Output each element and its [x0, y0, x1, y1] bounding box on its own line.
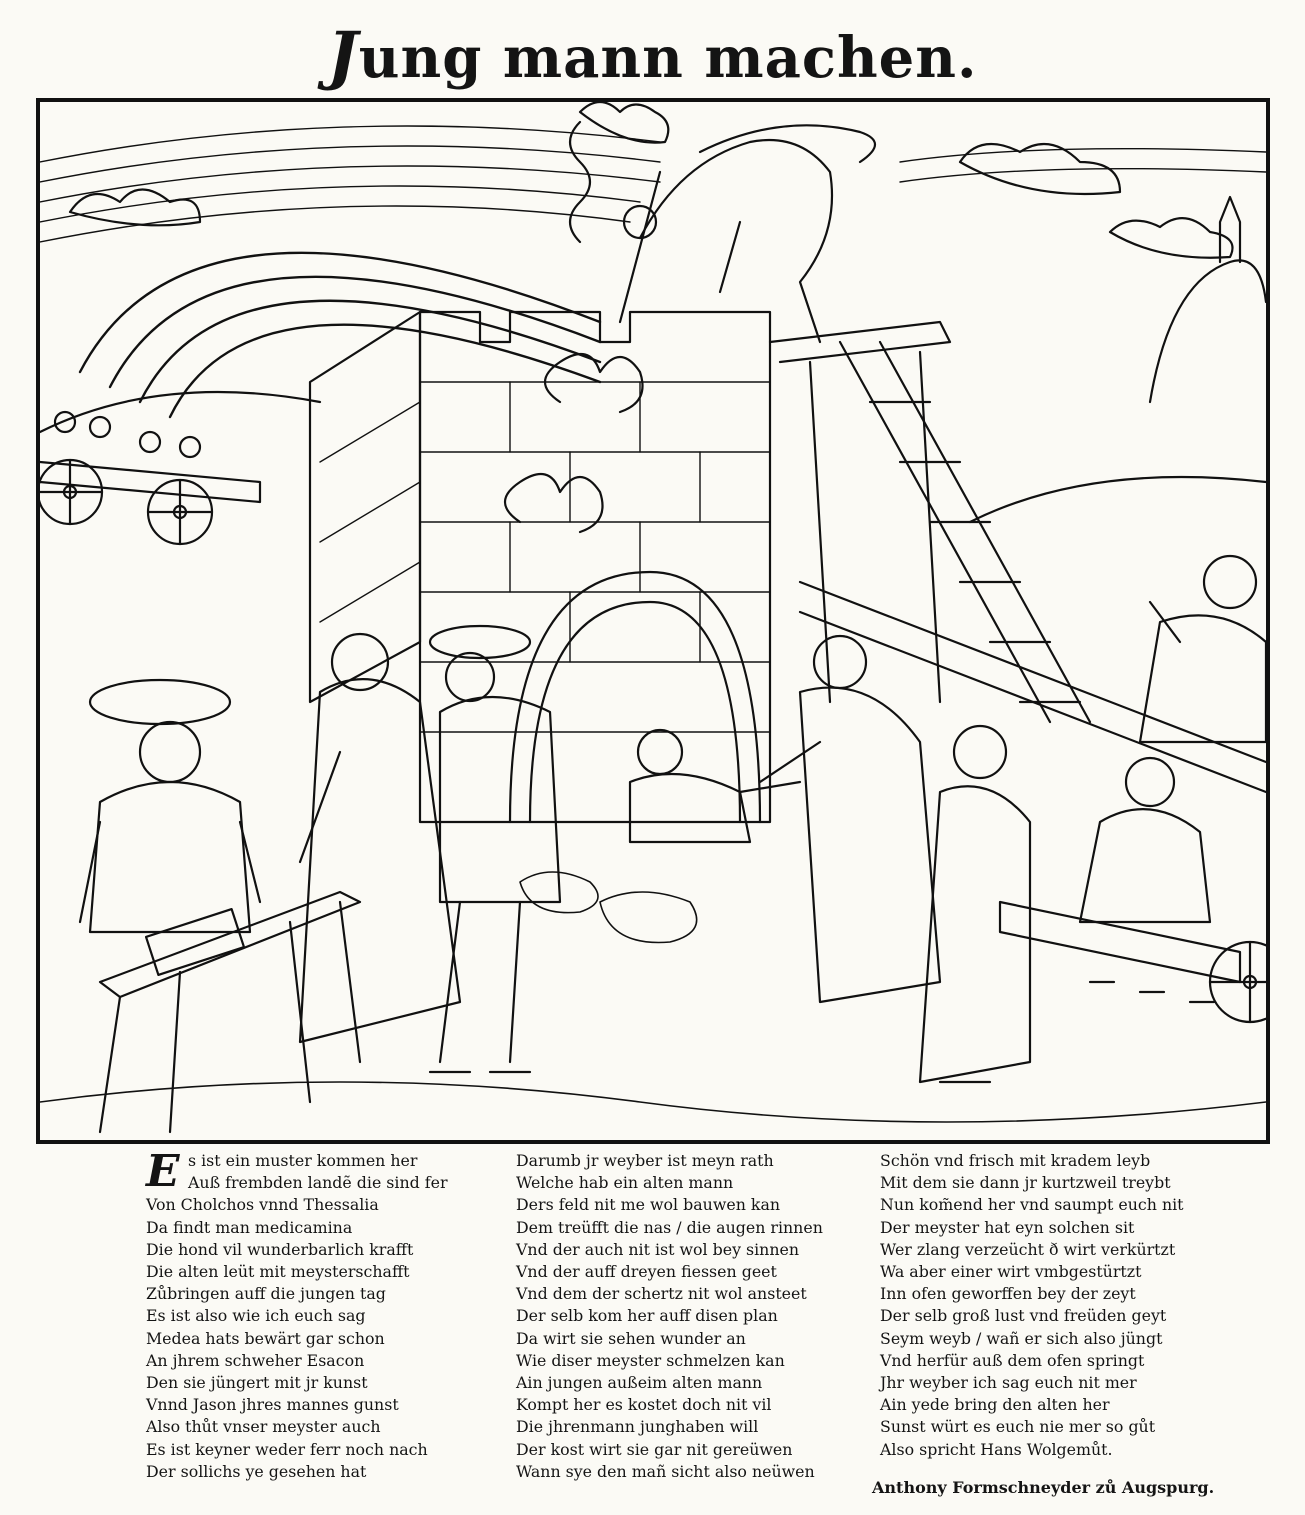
verse-line: Die hond vil wunderbarlich krafft: [146, 1239, 414, 1259]
scaffold: [770, 322, 1266, 792]
title-initial: J: [327, 18, 359, 93]
verse-line: Also spricht Hans Wolgemůt.: [880, 1439, 1113, 1459]
hills: [40, 197, 1266, 522]
verse-column-2: [516, 1150, 823, 1483]
verse-line: Sunst würt es euch nie mer so gůt: [880, 1417, 1156, 1437]
seated-man: [80, 680, 260, 932]
verse-line: Vnd der auch nit ist wol bey sinnen: [516, 1239, 800, 1259]
title-rest: ung mann machen.: [358, 25, 978, 91]
furnace: [310, 122, 770, 822]
verse-line: Jhr weyber ich sag euch nit mer: [880, 1373, 1137, 1393]
verse-line: Von Cholchos vnnd Thessalia: [146, 1195, 379, 1215]
verse-line: Vnd dem der schertz nit wol ansteet: [516, 1284, 807, 1304]
verse-line: Mit dem sie dann jr kurtzweil treybt: [880, 1173, 1171, 1193]
rainbow-arc: [80, 253, 600, 417]
verse-line: Inn ofen geworffen bey der zeyt: [880, 1284, 1136, 1304]
verse-line: Vnnd Jason jhres mannes gunst: [146, 1395, 399, 1415]
verse-line: Kompt her es kostet doch nit vil: [516, 1395, 772, 1415]
bending-woman: [760, 636, 1030, 1082]
verse-line: Wer zlang verzeücht ð wirt verkürtzt: [880, 1239, 1176, 1259]
woman-pointing: [1140, 556, 1266, 742]
verse-line: Vnd herfür auß dem ofen springt: [880, 1350, 1145, 1370]
verse-line: Seym weyb / wañ er sich also jüngt: [880, 1328, 1163, 1348]
verse-line: Dem treüfft die nas / die augen rinnen: [516, 1217, 823, 1237]
verse-line: Ain yede bring den alten her: [880, 1395, 1110, 1415]
verse-line: Wa aber einer wirt vmbgestürtzt: [880, 1262, 1142, 1282]
verse-line: Ders feld nit me wol bauwen kan: [516, 1195, 781, 1215]
verse-line: Auß frembden landẽ die sind fer: [188, 1173, 448, 1193]
verse-line: Der selb groß lust vnd freüden geyt: [880, 1306, 1167, 1326]
verse-line: Schön vnd frisch mit kradem leyb: [880, 1151, 1151, 1170]
child-from-oven: [630, 730, 800, 842]
verse-line: Den sie jüngert mit jr kunst: [146, 1373, 368, 1393]
verse-line: Der sollichs ye gesehen hat: [146, 1461, 367, 1481]
verse-dropcap: E: [146, 1146, 180, 1197]
verse-line: Nun kom̃end her vnd saumpt euch nit: [880, 1195, 1184, 1215]
page-title: [0, 18, 1305, 93]
verse-line: Also thůt vnser meyster auch: [146, 1417, 381, 1437]
cart-left: [40, 412, 260, 544]
verse-line: Wie diser meyster schmelzen kan: [516, 1350, 785, 1370]
verse-line: An jhrem schweher Esacon: [146, 1350, 365, 1370]
printer-signature: Anthony Formschneyder zů Augspurg.: [872, 1478, 1215, 1497]
woman-and-youth: [300, 626, 560, 1072]
woodcut-illustration: [36, 98, 1270, 1144]
verse-line: Die jhrenmann junghaben will: [516, 1417, 759, 1437]
verse-line: Da findt man medicamina: [146, 1217, 353, 1237]
verse-line: s ist ein muster kommen her: [188, 1151, 418, 1170]
verse-column-3: [880, 1150, 1184, 1461]
figure-on-top: [620, 125, 875, 342]
verse-line: Darumb jr weyber ist meyn rath: [516, 1151, 774, 1170]
verse-line: Medea hats bewärt gar schon: [146, 1328, 385, 1348]
verse-line: Wann sye den mañ sicht also neüwen: [516, 1461, 815, 1481]
verse-column-1: [146, 1146, 448, 1483]
cart-right: [1000, 758, 1266, 1022]
verse-line: Ain jungen außeim alten mann: [516, 1373, 763, 1393]
verse-line: Da wirt sie sehen wunder an: [516, 1328, 746, 1348]
verse-line: Welche hab ein alten mann: [516, 1173, 734, 1193]
verse-line: Zůbringen auff die jungen tag: [146, 1284, 386, 1304]
verse-line: Die alten leüt mit meysterschafft: [146, 1262, 410, 1282]
verse-line: Der selb kom her auff disen plan: [516, 1306, 778, 1326]
verse-line: Es ist also wie ich euch sag: [146, 1306, 366, 1326]
verse-line: Es ist keyner weder ferr noch nach: [146, 1439, 428, 1459]
verse-line: Der kost wirt sie gar nit gereüwen: [516, 1439, 793, 1459]
verse-line: Vnd der auff dreyen fiessen geet: [516, 1262, 777, 1282]
table: [100, 892, 360, 1132]
verse-line: Der meyster hat eyn solchen sit: [880, 1217, 1135, 1237]
